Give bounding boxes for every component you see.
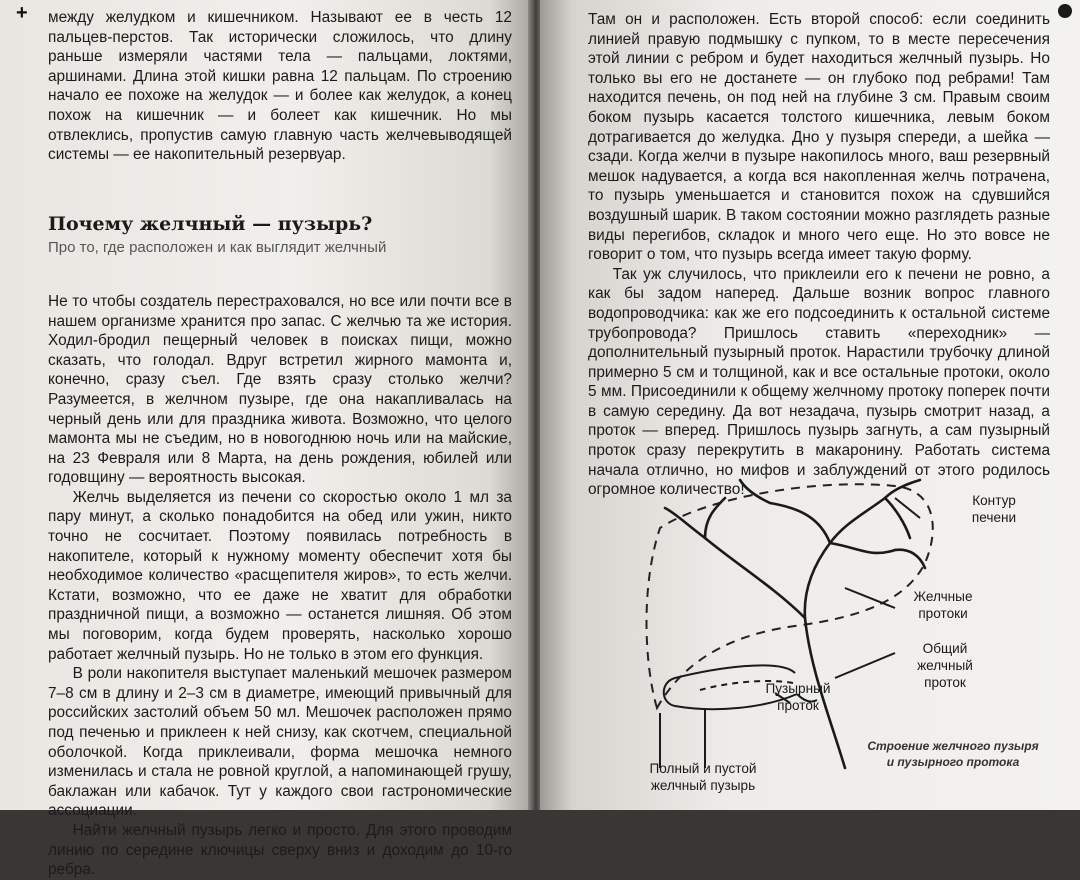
liver-contour-label: Контур печени <box>971 493 1017 525</box>
left-paragraph-3: В роли накопителя выступает маленький мешочек размером 7–8 см в длину и 2–3 см в диаметре, имеющий привычный для российских застолий объем 50 мл. Мешочек расположен прямо под печенью и приклеен к ней снизу, как скотчем, специальной оболочкой. Когда приклеивали, форма мешочка немного изменилась и стала не ровной круглой, а напоминающей грушу, баклажан или кабачок. Тут у каждого свои гастрономические ассоциации. <box>48 665 512 820</box>
right-paragraph-1: Там он и расположен. Есть второй способ: если соединить линией правую подмышку с пупком, то в месте пересечения этой линии с ребром и будет находиться желчный пузырь. Но только вы его не достанете — он глубоко под ребрами! Там находится печень, он под ней на глубине 3 см. Правым своим боком пузырь касается толстого кишечника, левым боком дотрагивается до желудка. Дно у пузыря спереди, а шейка — сзади. Когда желчи в пузыре накопилось много, ваш резервный мешок надувается, а когда вся накопленная желчь потрачена, то пузырь уменьшается и становится похож на сдувшийся воздушный шарик. В таком состоянии можно разглядеть разные виды перегибов, складок и много чего еще. Но это вовсе не говорит о том, что пузырь всегда имеет такую форму. <box>588 11 1050 264</box>
left-paragraph-1: Не то чтобы создатель перестраховался, но все или почти все в нашем организме хранится про запас. С желчью та же история. Ходил-бродил пещерный человек в поисках пищи, можно сказать, что голодал. Вдруг встретил жирного мамонта и, конечно, сразу съел. Где взять сразу столько желчи? Разумеется, в желчном пузыре, где она накапливалась на черный день или для праздника живота. Возможно, что целого мамонта мы не съедим, но в новогоднюю ночь или на майские, на 23 Февраля или 8 Марта, на день рождения, юбилей или годовщину — вероятность высокая. <box>48 292 512 487</box>
cystic-duct-label: Пузырный проток <box>765 681 831 713</box>
right-paragraph-2: Так уж случилось, что приклеили его к печени не ровно, а как бы задом наперед. Дальше возник вопрос главного водопроводчика: как же его подсоединить к остальной системе трубопровода? Пришлось ставить «переходник» — дополнительный пузырный проток. Нарастили трубочку длиной примерно 5 см и толщиной, как и все остальные протоки, около 5 мм. Присоединили к общему желчному протоку поперек почти в самую середину. Да вот незадача, пузырь смотрит назад, а проток — вперед. Пришлось пузырь загнуть, а сам пузырный проток сразу перекрутить в макаронину. Работать система начала отлично, но мифов и заблуждений от этого родилось огромное количество! <box>588 265 1050 499</box>
bile-ducts-label: Желчные протоки <box>913 589 973 621</box>
figure-caption: Строение желчного пузыря и пузырного протока <box>867 739 1039 769</box>
gallbladder-diagram <box>565 468 1065 798</box>
gallbladder-label: Полный и пустой желчный пузырь <box>649 761 757 793</box>
section-subtitle: Про то, где расположен и как выглядит желчный <box>48 239 387 257</box>
right-page-text <box>588 10 1050 500</box>
section-title: Почему желчный — пузырь? <box>48 212 373 235</box>
left-page <box>0 0 532 879</box>
label-pointers <box>660 498 920 768</box>
left-page-text <box>48 8 512 880</box>
common-bile-duct-label: Общий желчный проток <box>917 641 973 690</box>
crop-mark-icon: + <box>16 2 28 24</box>
left-paragraph-2: Желчь выделяется из печени со скоростью около 1 мл за пару минут, а сколько понадобится на обед или ужин, никто точно не сосчитает. Поэтому появилась потребность в накопителе, который к нужному моменту обеспечит хотя бы необходимое количество «расщепителя жиров», то есть желчи. Кстати, возможно, что ее даже не хватит для обработки праздничной пищи, а возможно — останется лишняя. Об этом мы поговорим, когда будем проверять, насколько хорошо работает желчный пузырь. Но не только в этом его функция. <box>48 488 512 663</box>
left-paragraph-4: Найти желчный пузырь легко и просто. Для этого проводим линию по середине ключицы сверху вниз и доходим до 10-го ребра. <box>48 821 512 879</box>
registration-mark-icon <box>1058 4 1072 18</box>
left-top-paragraph: между желудком и кишечником. Называют ее в честь 12 пальцев-перстов. Так исторически сложилось, что длину раньше измеряли частями тела — пальцами, локтями, аршинами. Длина этой кишки равна 12 пальцам. По строению начало ее похоже на желудок — и более как желудок, а конец похож на кишечник — и болеет как кишечник. Но мы отвлеклись, пропустив самую главную часть желчевыводящей системы — ее накопительный резервуар. <box>48 9 512 164</box>
